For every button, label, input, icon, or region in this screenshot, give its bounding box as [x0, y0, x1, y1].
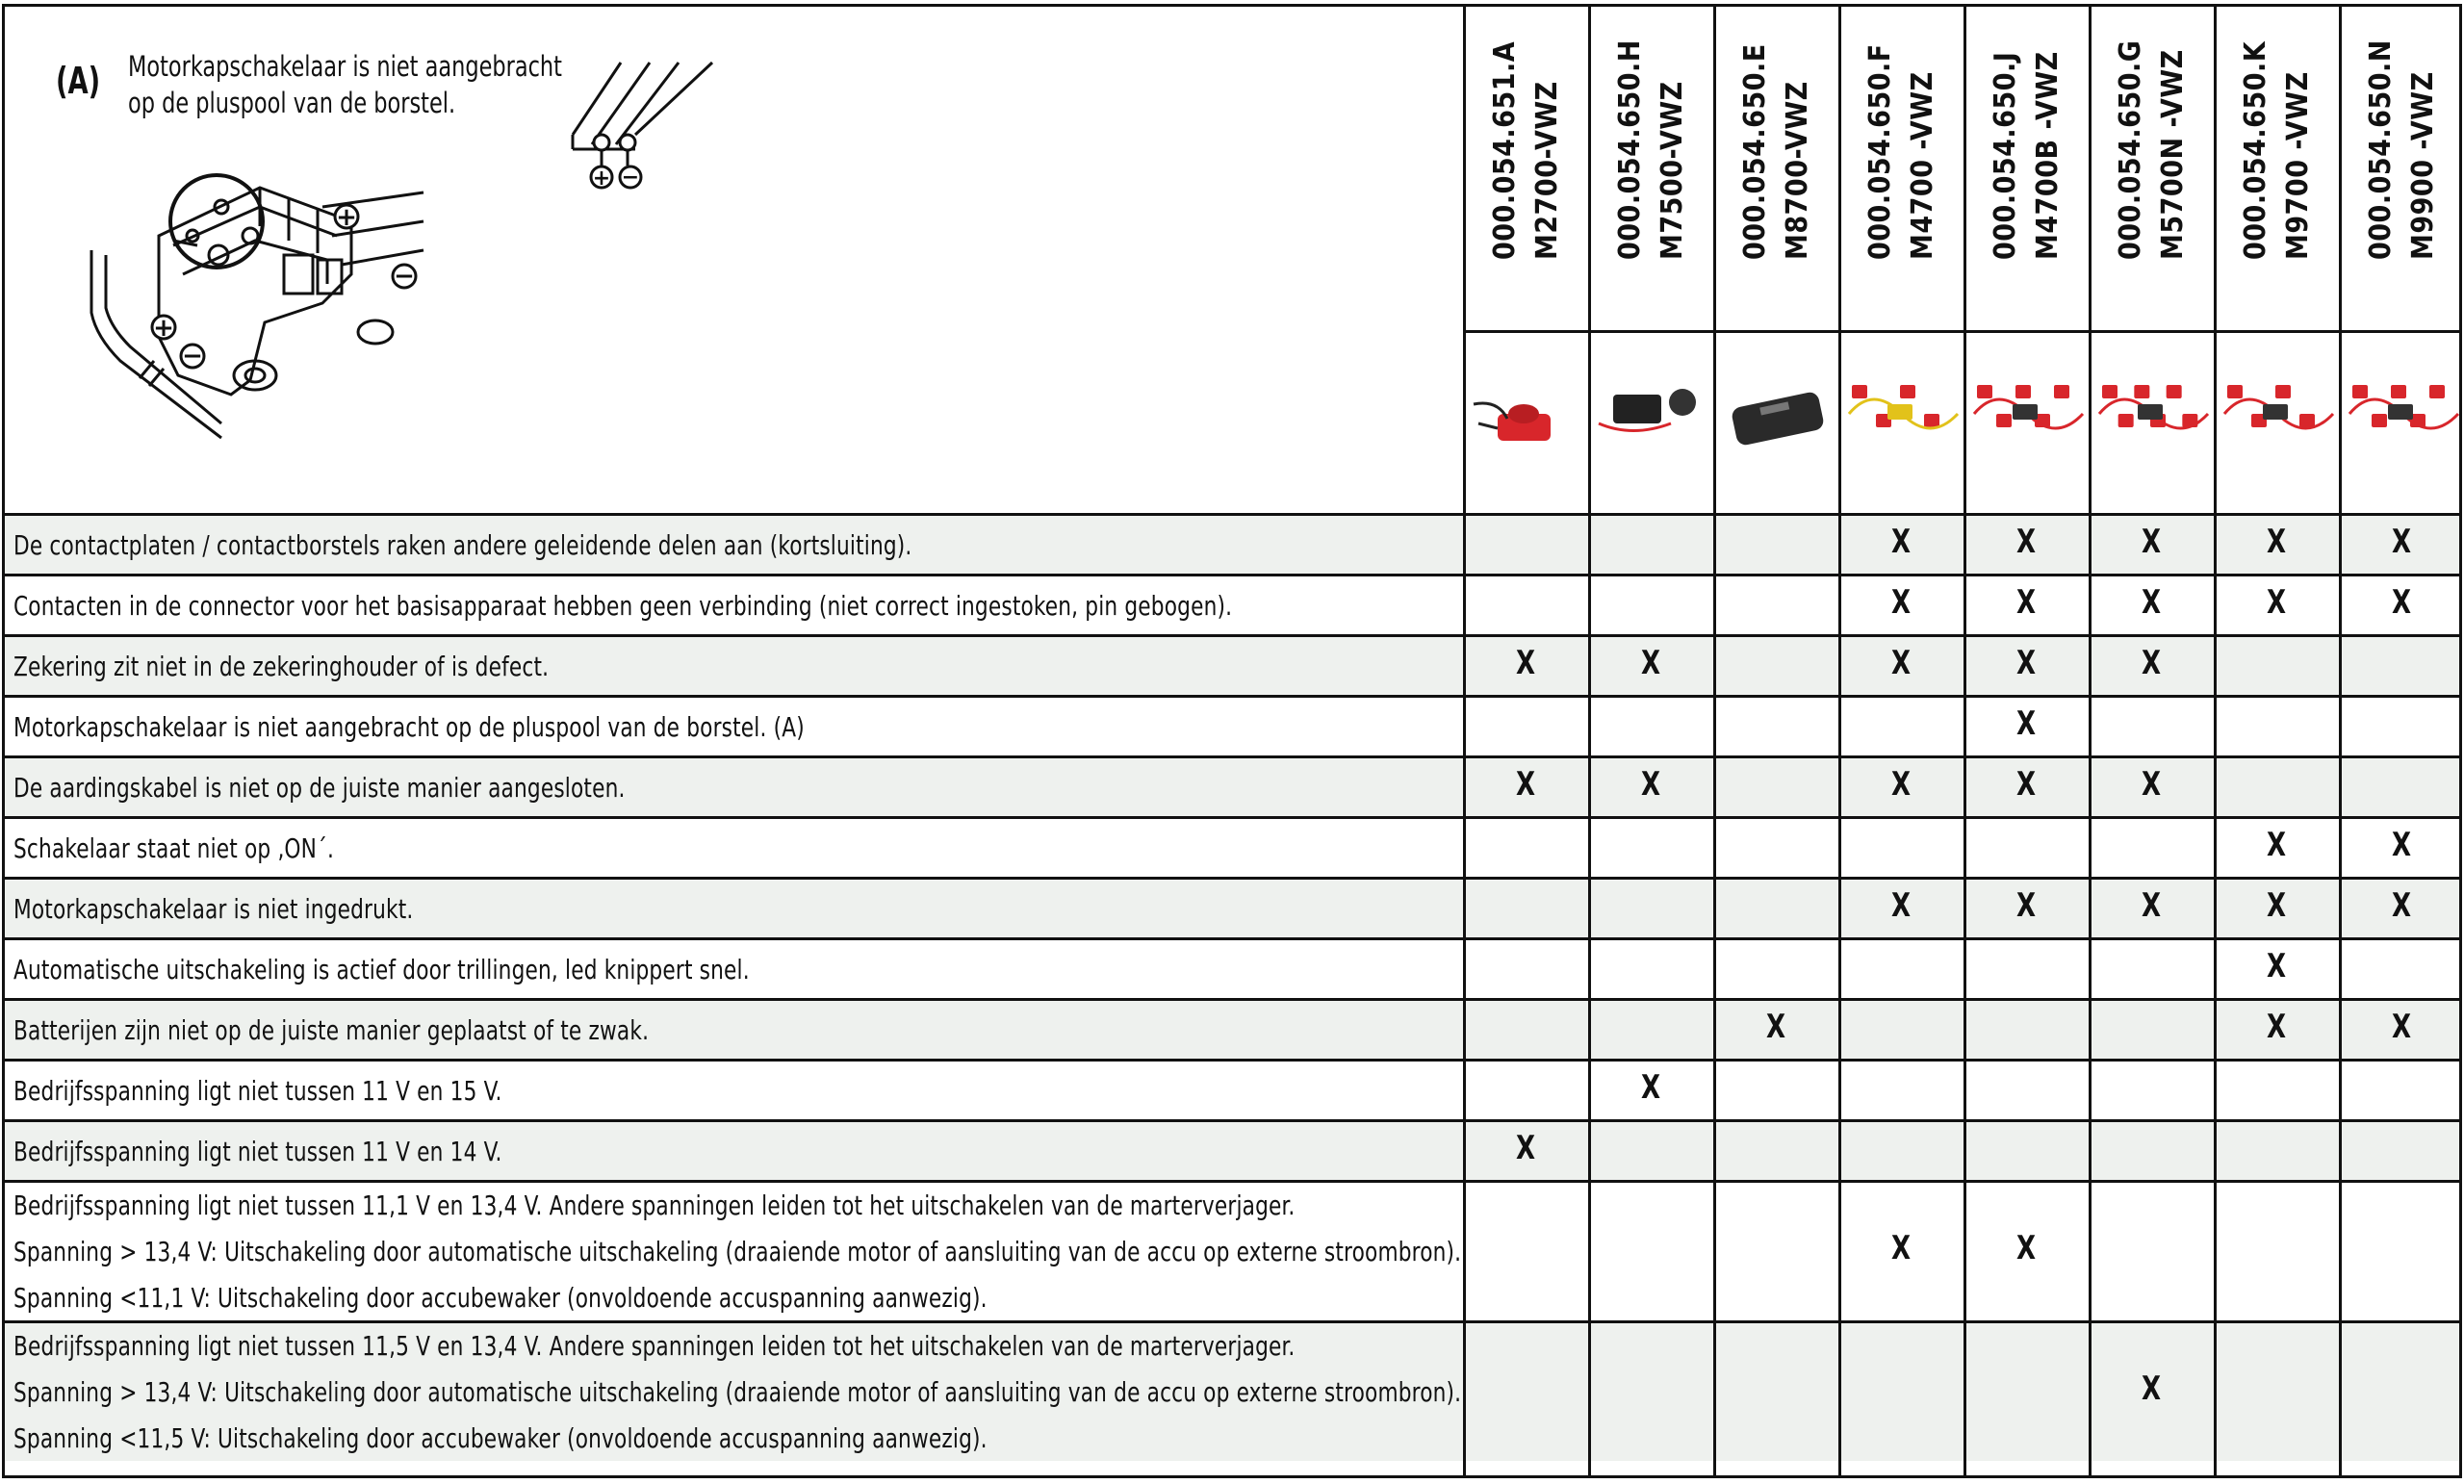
product-header	[2217, 40, 2338, 260]
issue-text: De contactplaten / contactborstels raken andere geleidende delen aan (kortsluiting).	[13, 528, 912, 561]
product-model: M9700 -VWZ	[2281, 71, 2315, 260]
issue-text: Motorkapschakelaar is niet aangebracht op de pluspool van de borstel. (A)	[13, 710, 805, 743]
product-model: M9900 -VWZ	[2406, 71, 2440, 260]
header-note-text	[128, 48, 562, 121]
product-image	[2094, 346, 2212, 491]
product-model: M4700 -VWZ	[1906, 71, 1939, 260]
applies-mark: X	[1515, 764, 1536, 804]
applies-mark: X	[2141, 764, 2162, 804]
row-divider	[2, 998, 2462, 1001]
product-image	[1594, 346, 1711, 491]
issue-text: Spanning <11,5 V: Uitschakeling door accubewaker (onvoldoende accuspanning aanwezig).	[13, 1422, 988, 1454]
applies-mark: X	[2015, 764, 2037, 804]
product-header	[2092, 39, 2213, 260]
issue-text: Zekering zit niet in de zekeringhouder of is defect.	[13, 650, 550, 682]
product-code: 000.054.650.N	[2364, 39, 2398, 260]
issue-text: Batterijen zijn niet op de juiste manier geplaatst of te zwak.	[13, 1013, 650, 1046]
product-image	[1719, 346, 1836, 491]
product-label	[1716, 43, 1837, 260]
issue-text: Spanning > 13,4 V: Uitschakeling door automatische uitschakeling (draaiende motor of aansluiting van de accu op externe stroombron).	[13, 1376, 1462, 1408]
product-header	[1966, 51, 2088, 260]
column-divider	[1588, 4, 1591, 1478]
product-image	[1844, 346, 1962, 491]
applies-mark: X	[1515, 1128, 1536, 1167]
applies-mark: X	[1890, 764, 1912, 804]
applies-mark: X	[1890, 1229, 1912, 1267]
product-code: 000.054.650.J	[1989, 51, 2022, 260]
product-image	[1469, 346, 1586, 491]
product-image	[2094, 346, 2212, 491]
product-header	[1466, 40, 1587, 260]
product-header	[1841, 43, 1963, 260]
svg-text:−: −	[182, 342, 203, 371]
product-image	[1594, 346, 1711, 491]
column-divider	[2339, 4, 2342, 1478]
product-image	[1719, 346, 1836, 491]
product-image	[1969, 346, 2087, 491]
product-model: M8700-VWZ	[1781, 81, 1814, 260]
header-note-line: op de pluspool van de borstel.	[128, 87, 456, 119]
svg-text:+: +	[153, 314, 174, 343]
svg-text:−: −	[394, 262, 415, 291]
applies-mark: X	[2266, 1007, 2287, 1046]
row-divider	[2, 634, 2462, 637]
applies-mark: X	[2015, 582, 2037, 622]
applies-mark: X	[1640, 1067, 1661, 1107]
product-label	[2092, 39, 2213, 260]
applies-mark: X	[2015, 522, 2037, 561]
product-image	[2345, 346, 2462, 491]
product-image	[1844, 346, 1962, 491]
product-image	[2220, 346, 2337, 491]
applies-mark: X	[2266, 885, 2287, 925]
column-divider	[1964, 4, 1966, 1478]
product-label	[1841, 43, 1963, 260]
issue-text: Contacten in de connector voor het basisapparaat hebben geen verbinding (niet correct ingestoken, pin gebogen).	[13, 589, 1233, 622]
product-code: 000.054.650.G	[2114, 39, 2147, 260]
row-divider	[2, 877, 2462, 880]
product-image	[2220, 346, 2337, 491]
product-model: M4700B -VWZ	[2031, 51, 2065, 260]
product-label	[2342, 39, 2463, 260]
applies-mark: X	[2015, 1229, 2037, 1267]
product-model: M5700N -VWZ	[2156, 49, 2190, 260]
product-label	[1466, 40, 1587, 260]
svg-text:+: +	[592, 166, 611, 191]
applies-mark: X	[1890, 885, 1912, 925]
product-image	[2345, 346, 2462, 491]
applies-mark: X	[1640, 764, 1661, 804]
applies-mark: X	[1765, 1007, 1786, 1046]
applies-mark: X	[2266, 582, 2287, 622]
section-letter: (A)	[56, 60, 101, 102]
applies-mark: X	[2015, 704, 2037, 743]
row-divider	[2, 1320, 2462, 1323]
applies-mark: X	[2266, 522, 2287, 561]
issue-text: Bedrijfsspanning ligt niet tussen 11 V en 15 V.	[13, 1074, 502, 1107]
product-image	[1969, 346, 2087, 491]
column-divider	[1463, 4, 1466, 1478]
row-divider	[2, 1119, 2462, 1122]
row-divider	[2, 574, 2462, 576]
issue-text: Automatische uitschakeling is actief door trillingen, led knippert snel.	[13, 953, 750, 985]
product-model: M7500-VWZ	[1656, 81, 1689, 260]
applies-mark: X	[2391, 522, 2412, 561]
issue-text: Schakelaar staat niet op ‚ON´.	[13, 832, 335, 864]
row-divider	[2, 816, 2462, 819]
motor-hood-switch-diagram	[87, 168, 433, 457]
applies-mark: X	[2141, 522, 2162, 561]
row-divider	[2, 513, 2462, 516]
applies-mark: X	[2266, 946, 2287, 985]
applies-mark: X	[2141, 1369, 2162, 1408]
product-code: 000.054.651.A	[1488, 40, 1522, 260]
issue-text: Spanning > 13,4 V: Uitschakeling door automatische uitschakeling (draaiende motor of aansluiting van de accu op externe stroombron).	[13, 1236, 1462, 1267]
applies-mark: X	[1515, 643, 1536, 682]
applies-mark: X	[2141, 885, 2162, 925]
row-divider	[2, 695, 2462, 698]
product-code: 000.054.650.K	[2239, 40, 2272, 260]
issue-text: Bedrijfsspanning ligt niet tussen 11,5 V en 13,4 V. Andere spanningen leiden tot het uitschakelen van de marterverjager.	[13, 1330, 1296, 1362]
applies-mark: X	[1890, 582, 1912, 622]
cable-polarity-icon	[568, 58, 732, 202]
applies-mark: X	[1890, 522, 1912, 561]
applies-mark: X	[2266, 825, 2287, 864]
row-divider	[2, 1059, 2462, 1062]
issue-text: De aardingskabel is niet op de juiste manier aangesloten.	[13, 771, 626, 804]
issue-text: Bedrijfsspanning ligt niet tussen 11 V en 14 V.	[13, 1135, 502, 1167]
product-image	[1469, 346, 1586, 491]
issue-text: Motorkapschakelaar is niet ingedrukt.	[13, 892, 414, 925]
product-code: 000.054.650.F	[1863, 43, 1897, 260]
product-label	[2217, 40, 2338, 260]
applies-mark: X	[2015, 885, 2037, 925]
applies-mark: X	[2015, 643, 2037, 682]
column-divider	[2214, 4, 2217, 1478]
row-divider	[2, 937, 2462, 940]
header-divider	[1465, 330, 2462, 333]
product-label	[1966, 51, 2088, 260]
product-header	[1591, 39, 1712, 260]
applies-mark: X	[1890, 643, 1912, 682]
svg-text:−: −	[621, 166, 640, 190]
product-model: M2700-VWZ	[1530, 81, 1564, 260]
applies-mark: X	[2391, 1007, 2412, 1046]
issue-text: Spanning <11,1 V: Uitschakeling door accubewaker (onvoldoende accuspanning aanwezig).	[13, 1282, 988, 1314]
product-header	[1716, 43, 1837, 260]
header-note-line: Motorkapschakelaar is niet aangebracht	[128, 50, 562, 83]
applies-mark: X	[1640, 643, 1661, 682]
product-header	[2342, 39, 2463, 260]
column-divider	[1838, 4, 1841, 1478]
product-code: 000.054.650.E	[1738, 43, 1772, 260]
applies-mark: X	[2391, 885, 2412, 925]
product-code: 000.054.650.H	[1613, 39, 1647, 260]
column-divider	[1713, 4, 1716, 1478]
product-label	[1591, 39, 1712, 260]
applies-mark: X	[2141, 643, 2162, 682]
row-divider	[2, 1180, 2462, 1183]
row-divider	[2, 755, 2462, 758]
applies-mark: X	[2391, 825, 2412, 864]
applies-mark: X	[2391, 582, 2412, 622]
applies-mark: X	[2141, 582, 2162, 622]
issue-text: Bedrijfsspanning ligt niet tussen 11,1 V en 13,4 V. Andere spanningen leiden tot het uitschakelen van de marterverjager.	[13, 1190, 1296, 1221]
svg-text:+: +	[336, 203, 357, 232]
column-divider	[2089, 4, 2092, 1478]
